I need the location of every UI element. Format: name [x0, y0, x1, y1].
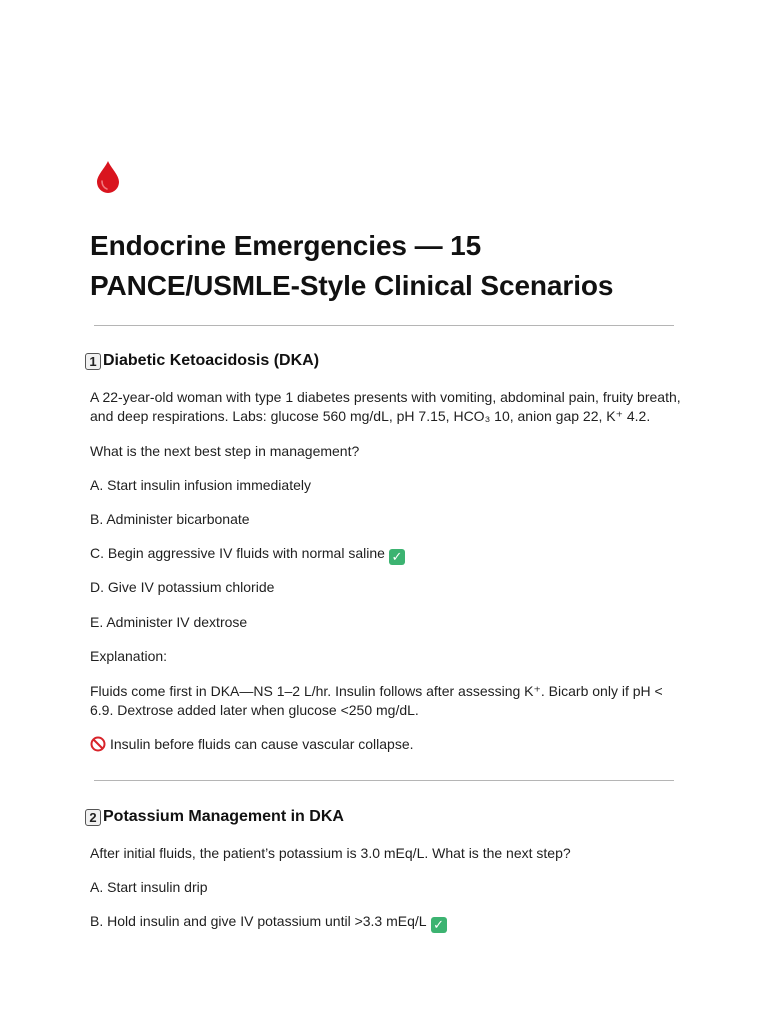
case-title: Diabetic Ketoacidosis (DKA) [103, 352, 320, 369]
explanation-label: Explanation: [90, 648, 168, 664]
case-heading [85, 807, 344, 827]
section-divider [94, 780, 674, 781]
document-title: Endocrine Emergencies — 15 PANCE/USMLE-Style Clinical Scenarios [90, 230, 614, 301]
answer-option-text: C. Begin aggressive IV fluids with normal saline [90, 545, 385, 561]
check-mark-icon: ✓ [389, 549, 405, 565]
answer-option-correct [90, 912, 682, 933]
answer-option-text: B. Hold insulin and give IV potassium until >3.3 mEq/L [90, 913, 427, 929]
answer-option: A. Start insulin drip [90, 879, 208, 895]
answer-option: E. Administer IV dextrose [90, 614, 248, 630]
case-number-badge: 1 [85, 353, 101, 370]
case-stem: A 22-year-old woman with type 1 diabetes presents with vomiting, abdominal pain, fruity breath, and deep respirations. Labs: glucose 560 mg/dL, pH 7.15, HCO₃ 10, anion gap 22, K⁺ 4.2. [90, 389, 681, 424]
answer-option: B. Administer bicarbonate [90, 511, 250, 527]
section-divider [94, 325, 674, 326]
blood-drop-icon [96, 160, 120, 194]
case-title: Potassium Management in DKA [103, 808, 344, 825]
case-heading [85, 351, 319, 371]
answer-option: A. Start insulin infusion immediately [90, 477, 311, 493]
prohibited-icon [90, 736, 106, 752]
case-question: What is the next best step in management? [90, 443, 360, 459]
explanation-text: Fluids come first in DKA—NS 1–2 L/hr. Insulin follows after assessing K⁺. Bicarb only if pH < 6.9. Dextrose added later when glucose <250 mg/dL. [90, 683, 663, 718]
case-stem: After initial fluids, the patient’s potassium is 3.0 mEq/L. What is the next step? [90, 845, 571, 861]
answer-option-correct [90, 544, 682, 565]
warning-text: Insulin before fluids can cause vascular collapse. [110, 736, 414, 752]
answer-option: D. Give IV potassium chloride [90, 579, 275, 595]
check-mark-icon: ✓ [431, 917, 447, 933]
warning-note [90, 735, 682, 754]
case-number-badge: 2 [85, 809, 101, 826]
